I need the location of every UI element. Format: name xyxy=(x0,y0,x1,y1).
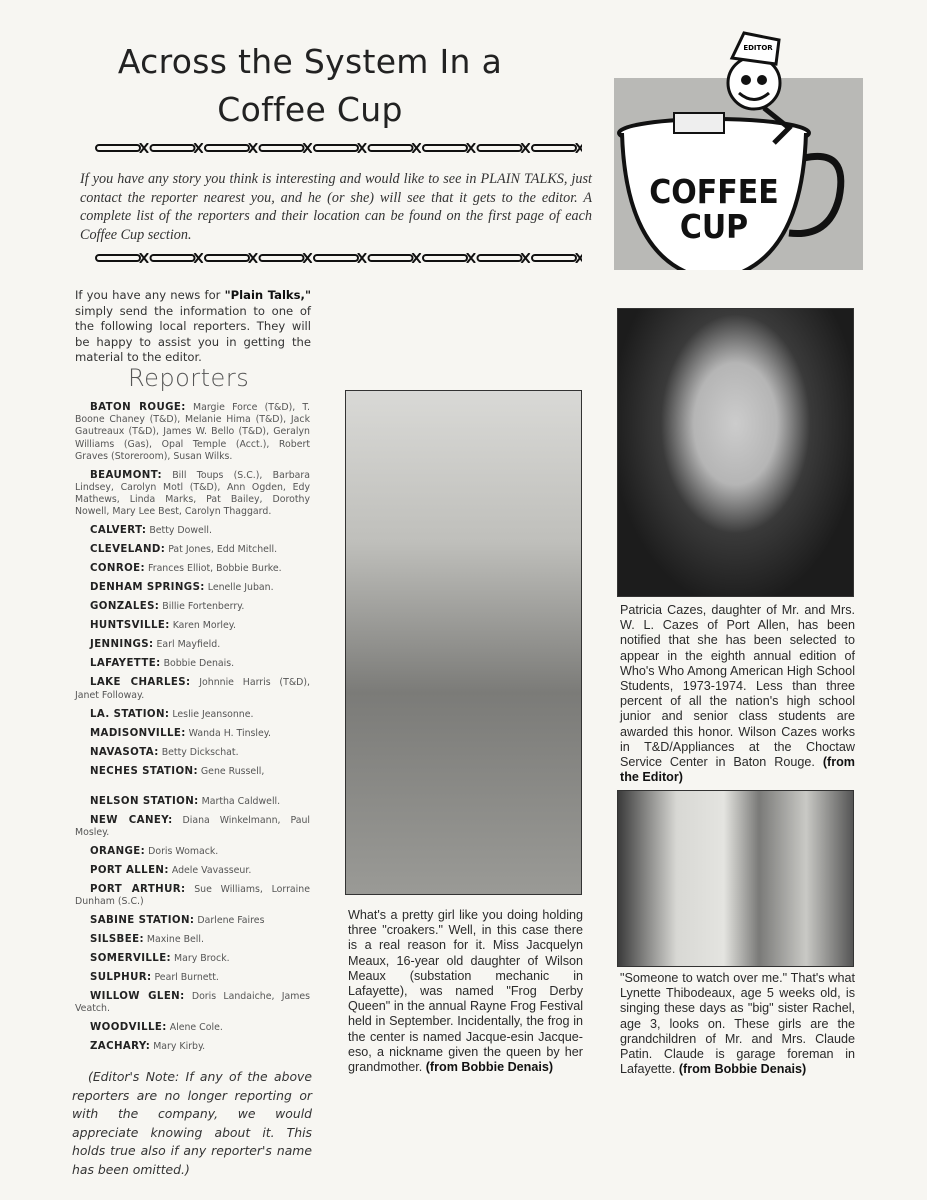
chain-link xyxy=(151,145,195,151)
reporter-names: Betty Dowell. xyxy=(149,525,212,537)
reporter-location: BEAUMONT: xyxy=(90,469,162,481)
caption-frog-derby xyxy=(348,908,583,1075)
reporter-entry xyxy=(75,728,310,740)
logo-text-coffee: COFFEE xyxy=(649,173,779,212)
chain-joint xyxy=(467,143,475,153)
reporter-entry xyxy=(75,934,310,946)
chain-link xyxy=(369,145,413,151)
caption-text: What's a pretty girl like you doing holding three "croakers." Well, in this case there is a real reason for it. Miss Jacquelyn Meaux, 16-year old daughter of Wilson Meaux (substation mechanic in Lafayette), was named "Frog Derby Queen" in the annual Rayne Frog Festival held in September. Incidentally, the frog in the center is named Jacque-esin Jacque-eso, a nickname given the queen by her grandmother. xyxy=(348,908,583,1075)
reporter-location: SULPHUR: xyxy=(90,972,152,984)
reporter-names: Frances Elliot, Bobbie Burke. xyxy=(148,563,282,575)
reporter-location: NAVASOTA: xyxy=(90,746,159,758)
reporter-location: HUNTSVILLE: xyxy=(90,620,170,632)
reporter-location: CALVERT: xyxy=(90,525,147,537)
reporter-names: Wanda H. Tinsley. xyxy=(188,727,271,739)
reporter-names: Bobbie Denais. xyxy=(163,658,235,670)
reporter-location: SILSBEE: xyxy=(90,934,144,946)
chain-divider-bottom xyxy=(92,253,582,263)
chain-link xyxy=(314,255,358,261)
reporter-location: GONZALES: xyxy=(90,601,160,613)
chain-link xyxy=(314,145,358,151)
photo-frog-derby-queen xyxy=(345,390,582,895)
chain-link xyxy=(260,145,304,151)
chain-joint xyxy=(413,143,421,153)
reporter-entry xyxy=(75,582,310,594)
chain-link xyxy=(478,255,522,261)
chain-joint xyxy=(358,253,366,263)
chain-joint xyxy=(358,143,366,153)
reporter-entry xyxy=(75,846,310,858)
reporters-lead-paragraph xyxy=(75,288,311,366)
reporter-entry xyxy=(75,865,310,877)
lead-text: If you have any news for xyxy=(75,288,225,302)
reporter-names: Mary Brock. xyxy=(174,953,230,965)
reporter-entry xyxy=(75,709,310,721)
reporter-entry xyxy=(75,953,310,965)
reporter-names: Johnnie Harris (T&D), Janet Followay. xyxy=(75,677,310,701)
chain-joint xyxy=(467,253,475,263)
reporter-location: ZACHARY: xyxy=(90,1041,151,1053)
reporter-entry xyxy=(75,563,310,575)
reporter-location: DENHAM SPRINGS: xyxy=(90,582,205,594)
reporter-entry xyxy=(75,815,310,839)
reporter-location: PORT ARTHUR: xyxy=(90,884,186,896)
reporter-names: Karen Morley. xyxy=(172,620,236,632)
reporter-location: ORANGE: xyxy=(90,846,146,858)
reporter-names: Bill Toups (S.C.), Barbara Lindsey, Carolyn Motl (T&D), Ann Ogden, Edy Mathews, Linda Marks, Pat Bailey, Dorothy Nowell, Mary Lee Best, Carolyn Thaggard. xyxy=(75,469,310,518)
title-line-1: Across the System In a xyxy=(117,42,503,81)
reporter-entry xyxy=(75,747,310,759)
chain-joint xyxy=(522,253,530,263)
chain-link xyxy=(478,145,522,151)
reporter-names: Sue Williams, Lorraine Dunham (S.C.) xyxy=(75,884,310,908)
reporter-entry xyxy=(75,402,310,463)
chain-joint xyxy=(249,253,257,263)
caption-thibodeaux-sisters xyxy=(620,971,855,1077)
reporter-names: Pearl Burnett. xyxy=(154,972,219,984)
chain-link xyxy=(151,255,195,261)
chain-divider-top xyxy=(92,143,582,153)
caption-text: Patricia Cazes, daughter of Mr. and Mrs. W. L. Cazes of Port Allen, has been notified that she has been selected to appear in the eighth annual edition of Who's Who Among American High School Students, 1973-1974. Less than three percent of all the nation's high school junior and senior class students are awarded this honor. Wilson Cazes works in T&D/Appliances at the Choctaw Service Center in Baton Rouge. xyxy=(620,603,855,770)
chain-link xyxy=(96,145,140,151)
editors-note: (Editor's Note: If any of the above reporters are no longer reporting or with the company, we would appreciate knowing about it. This holds true also if any reporter's name has been omitted.) xyxy=(72,1069,312,1177)
reporter-entry xyxy=(75,601,310,613)
photo-patricia-cazes xyxy=(617,308,854,597)
page-title xyxy=(60,38,560,134)
reporter-names: Mary Kirby. xyxy=(153,1041,206,1053)
reporter-location: LAKE CHARLES: xyxy=(90,677,191,689)
chain-link xyxy=(532,145,576,151)
reporter-names: Diana Winkelmann, Paul Mosley. xyxy=(75,814,310,839)
reporter-names: Margie Force (T&D), T. Boone Chaney (T&D), Melanie Hima (T&D), Jack Gautreaux (T&D), James W. Bello (T&D), Geralyn Williams (Gas), Opal Temple (Acct.), Robert Graves (Storeroom), Susan Wilks. xyxy=(75,402,311,462)
chain-link xyxy=(260,255,304,261)
reporter-location: CONROE: xyxy=(90,563,146,575)
reporter-names: Billie Fortenberry. xyxy=(162,601,245,613)
reporter-entry xyxy=(75,884,310,908)
chain-joint xyxy=(304,253,312,263)
chain-joint xyxy=(195,253,203,263)
reporter-entry xyxy=(75,525,310,537)
reporter-entry xyxy=(75,677,310,701)
logo-hat-text: EDITOR xyxy=(743,44,773,52)
reporter-location: LA. STATION: xyxy=(90,708,170,720)
photo-thibodeaux-sisters xyxy=(617,790,854,967)
reporter-location: NELSON STATION: xyxy=(90,795,199,807)
reporter-entry xyxy=(75,991,310,1015)
reporters-heading: Reporters xyxy=(128,364,250,392)
caption-credit: (from Bobbie Denais) xyxy=(678,1062,807,1077)
reporter-location: SABINE STATION: xyxy=(90,915,195,927)
coffee-cup-logo xyxy=(614,28,863,270)
reporter-names: Maxine Bell. xyxy=(146,934,204,946)
reporter-location: LAFAYETTE: xyxy=(90,658,161,670)
caption-credit: (from Bobbie Denais) xyxy=(425,1060,554,1075)
title-line-2: Coffee Cup xyxy=(217,90,403,129)
chain-joint xyxy=(522,143,530,153)
reporter-location: PORT ALLEN: xyxy=(90,865,169,877)
reporter-location: WOODVILLE: xyxy=(90,1022,167,1034)
reporter-names: Alene Cole. xyxy=(169,1022,223,1034)
reporter-names: Betty Dickschat. xyxy=(161,746,239,758)
reporter-location: MADISONVILLE: xyxy=(90,727,186,739)
reporter-entry xyxy=(75,658,310,670)
lead-text-rest: simply send the information to one of the following local reporters. They will be happy to assist you in getting the material to the editor. xyxy=(75,303,311,364)
reporter-names: Leslie Jeansonne. xyxy=(172,708,254,720)
intro-paragraph: If you have any story you think is interesting and would like to see in PLAIN TALKS, just contact the reporter nearest you, and he (or she) will see that it gets to the editor. A complete list of the reporters and their location can be found on the first page of each Coffee Cup section. xyxy=(80,171,592,243)
reporter-names: Darlene Faires xyxy=(197,915,265,927)
lead-bold-text: "Plain Talks," xyxy=(224,288,311,302)
reporter-entry xyxy=(75,1022,310,1034)
chain-joint xyxy=(249,143,257,153)
reporter-location: BATON ROUGE: xyxy=(90,402,186,413)
reporter-entry xyxy=(75,544,310,556)
reporter-entry xyxy=(75,470,310,519)
reporter-location: SOMERVILLE: xyxy=(90,953,172,965)
caption-credit: (from the Editor) xyxy=(620,755,855,785)
chain-joint xyxy=(140,143,148,153)
chain-link xyxy=(205,255,249,261)
caption-patricia-cazes xyxy=(620,603,855,785)
reporter-entry xyxy=(75,972,310,984)
reporter-location: WILLOW GLEN: xyxy=(90,991,185,1003)
chain-link xyxy=(423,145,467,151)
reporter-names: Earl Mayfield. xyxy=(156,639,221,651)
chain-joint xyxy=(195,143,203,153)
reporter-location: NECHES STATION: xyxy=(90,765,198,777)
reporter-names: Martha Caldwell. xyxy=(201,795,281,807)
reporter-names: Adele Vavasseur. xyxy=(171,865,252,877)
reporter-entry xyxy=(75,766,310,778)
reporter-names: Pat Jones, Edd Mitchell. xyxy=(168,544,278,556)
reporters-list xyxy=(75,402,310,1060)
reporter-location: JENNINGS: xyxy=(90,639,154,651)
caption-text: "Someone to watch over me." That's what Lynette Thibodeaux, age 5 weeks old, is singing these days as "big" sister Rachel, age 3, looks on. These girls are the grandchildren of Mr. and Mrs. Claude Patin. Claude is garage foreman in Lafayette. xyxy=(620,971,855,1077)
reporter-names: Doris Womack. xyxy=(148,846,219,858)
reporter-entry xyxy=(75,620,310,632)
reporter-names: Gene Russell, xyxy=(200,765,265,777)
reporter-entry xyxy=(75,1041,310,1053)
chain-joint xyxy=(413,253,421,263)
chain-link xyxy=(369,255,413,261)
logo-text-cup: CUP xyxy=(679,208,749,247)
chain-link xyxy=(205,145,249,151)
reporter-entry xyxy=(75,639,310,651)
reporter-entry xyxy=(75,796,310,808)
reporter-location: CLEVELAND: xyxy=(90,544,166,556)
reporter-location: NEW CANEY: xyxy=(90,814,173,826)
reporter-entry xyxy=(75,915,310,927)
reporter-names: Lenelle Juban. xyxy=(207,582,274,594)
chain-link xyxy=(423,255,467,261)
chain-link xyxy=(532,255,576,261)
chain-link xyxy=(96,255,140,261)
reporter-names: Doris Landaiche, James Veatch. xyxy=(75,991,310,1015)
chain-joint xyxy=(140,253,148,263)
chain-joint xyxy=(304,143,312,153)
